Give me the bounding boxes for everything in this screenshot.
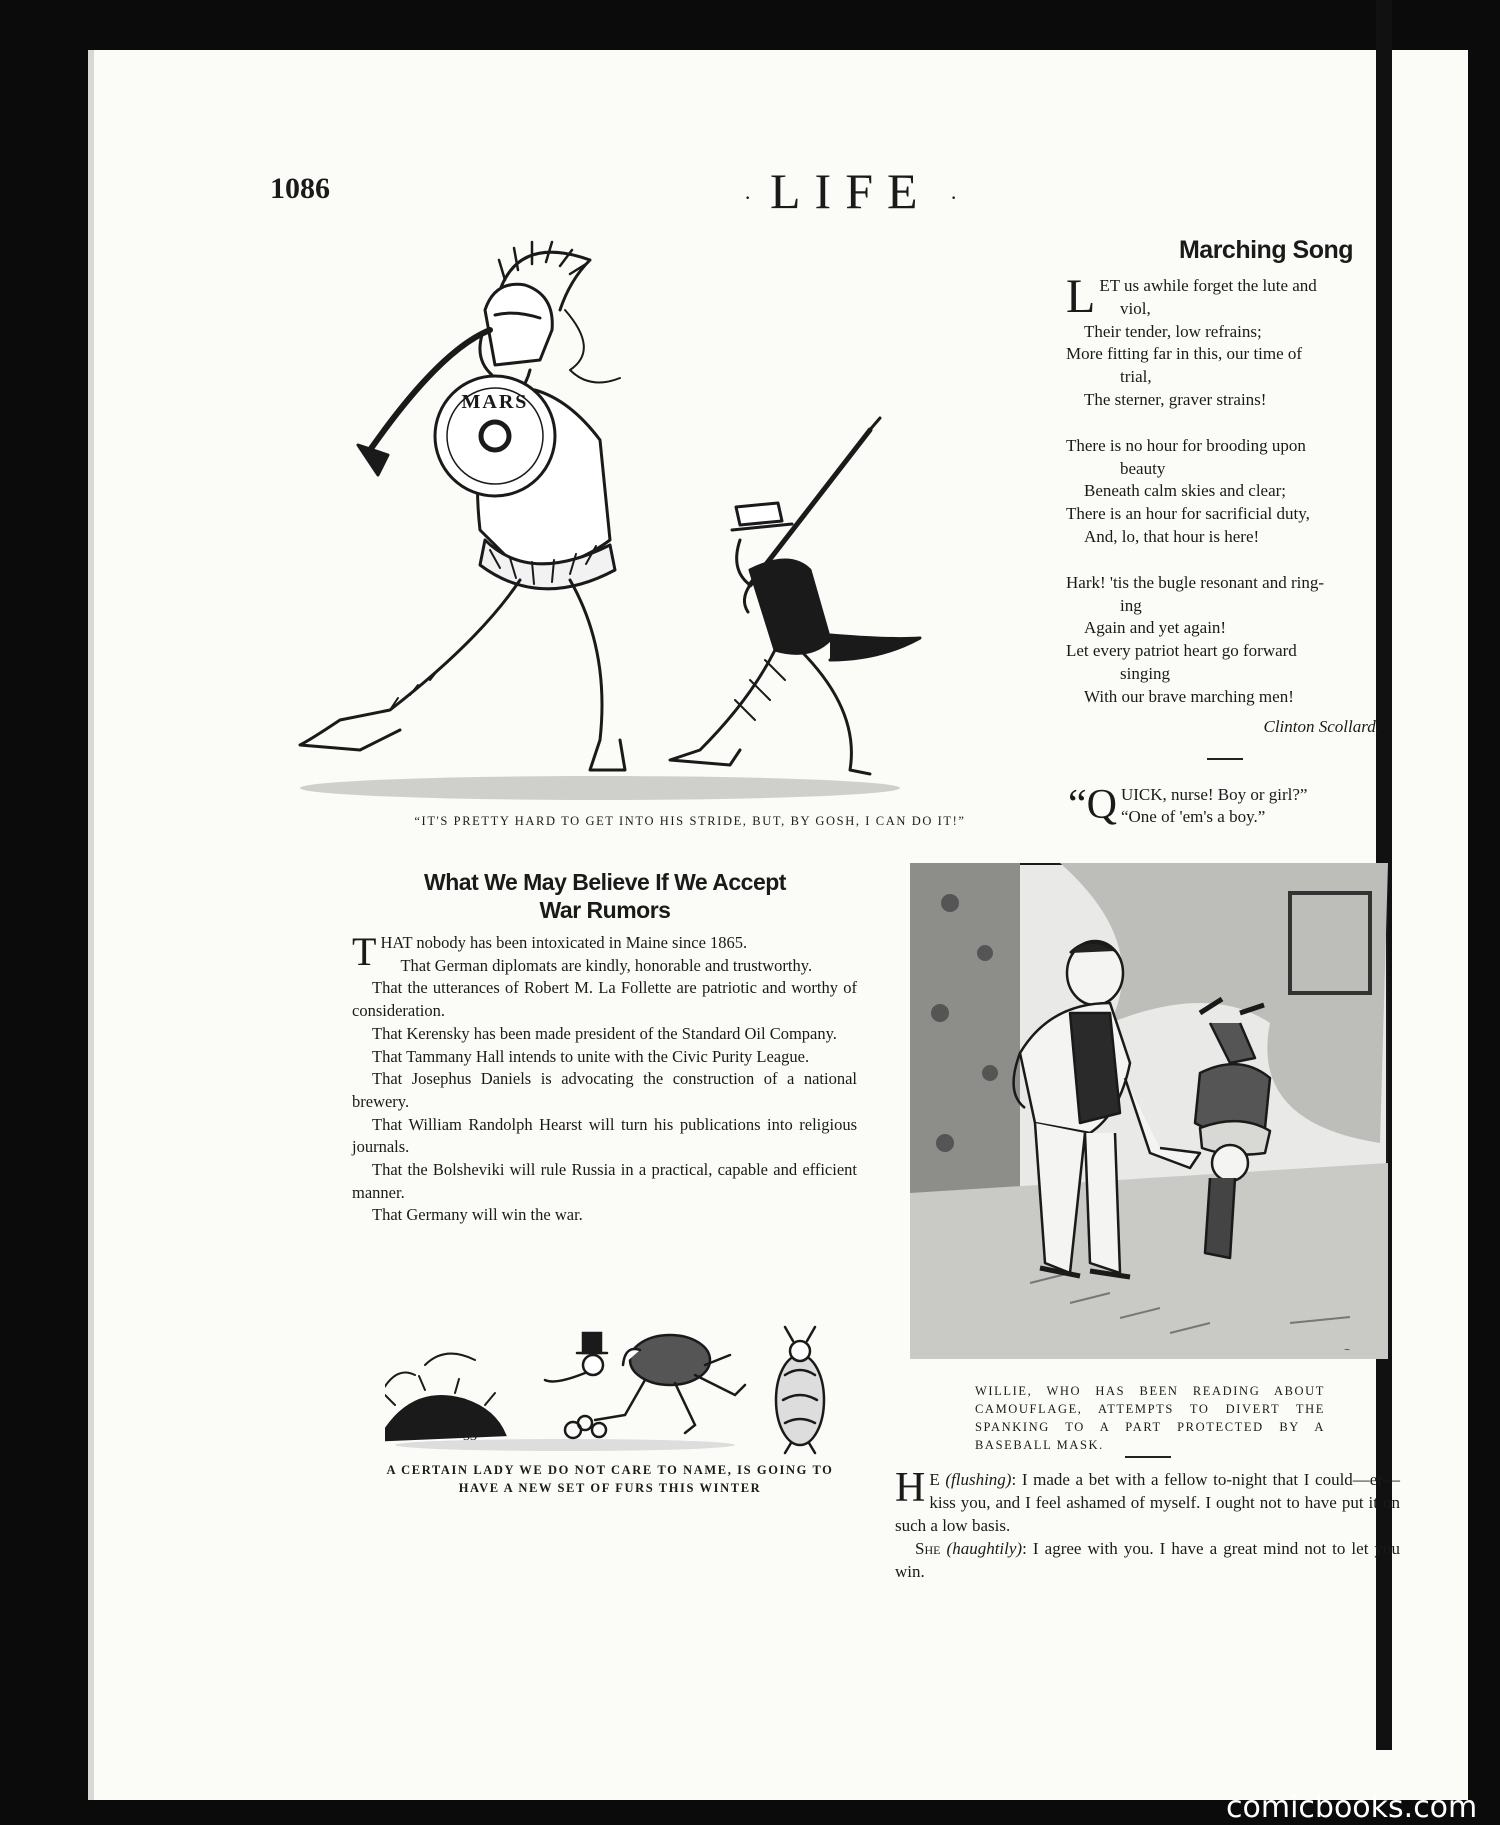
quick-nurse-joke [1068,784,1398,828]
masthead-dot-right: · [950,185,958,210]
quick-line-1: UICK, nurse! Boy or girl?” [1120,785,1308,804]
she-text: : I agree with you. I have a great mind not to let you win. [895,1539,1401,1581]
page-edge-shadow [88,50,94,1800]
rumors-article-title [340,868,870,924]
bugs-cartoon-caption [360,1461,860,1497]
quick-drop-cap: “Q [1068,782,1117,828]
rumors-drop-cap: T [352,929,377,974]
stanza-break [1066,549,1400,572]
rumor-paragraph: That Tammany Hall intends to unite with the Civic Purity League. [372,1046,810,1066]
poem-line: With our brave marching men! [1084,686,1294,706]
poem-line: There is an hour for sacrificial duty, [1066,504,1310,524]
masthead: LIFE [770,163,932,219]
artist-signature: ~ [1344,1345,1350,1356]
he-she-joke [895,1465,1401,1583]
she-label: She [915,1539,941,1558]
divider-rule [1207,758,1243,760]
speed-mark: 33 [463,1429,477,1444]
divider-rule-2 [1125,1456,1171,1458]
mars-cartoon-caption: “IT'S PRETTY HARD TO GET INTO HIS STRIDE, BUT, BY GOSH, I CAN DO IT!” [414,814,966,828]
rumors-first-text: HAT nobody has been intoxicated in Maine since 1865. [380,933,748,952]
rumor-paragraph: That the utterances of Robert M. La Follette are patriotic and worthy of consideration. [352,978,857,1021]
quick-line-2: “One of 'em's a boy.” [1120,807,1266,826]
willie-cartoon-caption: WILLIE, WHO HAS BEEN READING ABOUT CAMOUFLAGE, ATTEMPTS TO DIVERT THE SPANKING TO A PART PROTECTED BY A BASEBALL MASK. [975,1384,1325,1453]
rumor-paragraph: That Germany will win the war. [372,1205,583,1225]
he-direction: (flushing) [945,1470,1012,1489]
site-watermark: comicbooks.com [1226,1790,1478,1825]
masthead-dot-left: · [744,185,752,210]
poem-first-line-text: ET us awhile forget the lute and [1099,276,1317,295]
rumor-paragraph: That German diplomats are kindly, honorable and trustworthy. [400,955,813,975]
willie-camouflage-cartoon [910,863,1388,1359]
rumor-paragraph: That Kerensky has been made president of the Standard Oil Company. [372,1023,837,1043]
poem-line: There is no hour for brooding upon [1066,435,1306,455]
she-paragraph [895,1537,1400,1583]
bugs-caption-line-1: A CERTAIN LADY WE DO NOT CARE TO NAME, IS GOING TO [386,1463,834,1477]
rumors-title-line-2: War Rumors [539,897,671,923]
poem-line: trial, [1120,367,1152,387]
rumor-paragraph: That the Bolsheviki will rule Russia in a practical, capable and efficient manner. [352,1160,857,1202]
poem-line: Beneath calm skies and clear; [1084,481,1287,501]
poem-line: singing [1120,663,1171,683]
rumors-title-line-1: What We May Believe If We Accept [424,869,786,895]
he-paragraph [895,1465,1400,1537]
caterpillar-beetle-cartoon [385,1305,855,1455]
rumor-paragraph: That Josephus Daniels is advocating the construction of a national brewery. [352,1069,857,1111]
he-label: E [929,1470,940,1489]
poem-author: Clinton Scollard. [1263,717,1380,736]
poem-drop-cap: L [1066,270,1096,323]
poem-line: ing [1120,595,1142,615]
rumors-article-body [352,929,857,1227]
he-drop-cap: H [895,1465,926,1511]
mars-shield [435,376,555,496]
poem-line: Their tender, low refrains; [1084,321,1262,341]
poem-line: The sterner, graver strains! [1084,389,1267,409]
mars-uncle-sam-cartoon [270,240,1030,810]
poem-body [1066,270,1400,709]
poem-title: Marching Song [1178,236,1354,264]
shield-text: MARS [461,391,529,413]
bugs-caption-line-2: HAVE A NEW SET OF FURS THIS WINTER [458,1481,762,1496]
poem-line: Hark! 'tis the bugle resonant and ring- [1066,572,1324,592]
rumor-paragraph: That William Randolph Hearst will turn his publications into religious journals. [352,1114,857,1157]
poem-line: Let every patriot heart go forward [1066,641,1297,661]
she-direction: (haughtily) [946,1539,1023,1558]
he-text: : I made a bet with a fellow to-night that I could—er—kiss you, and I feel ashamed of myself. I ought not to have put it on such a low basis. [895,1470,1400,1535]
poem-line: More fitting far in this, our time of [1066,344,1303,364]
page-number: 1086 [270,172,330,205]
poem-line: viol, [1120,298,1151,318]
poem-line: Again and yet again! [1084,618,1227,638]
poem-line: beauty [1120,458,1166,478]
stanza-break [1066,412,1400,435]
poem-line: And, lo, that hour is here! [1084,526,1260,546]
